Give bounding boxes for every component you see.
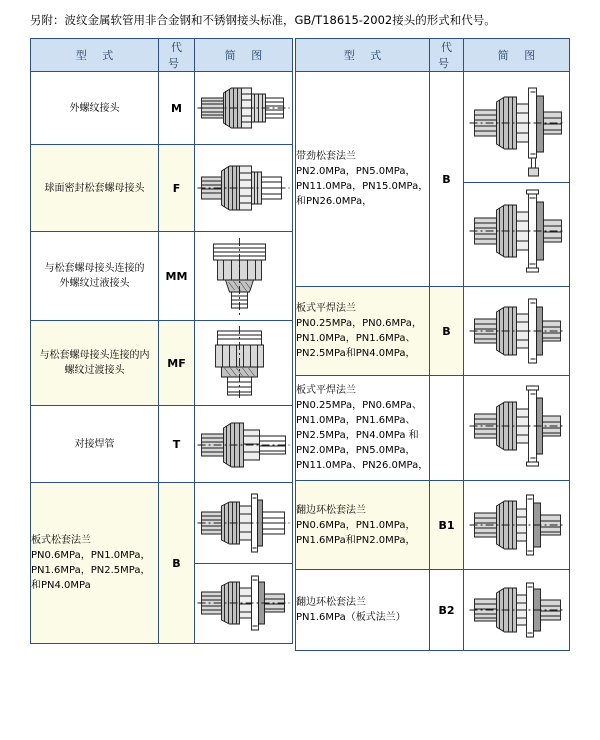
- row-type-line1: 板式平焊法兰: [296, 303, 356, 314]
- table-row: [31, 406, 293, 483]
- row-figure-flared-ring-lap-flange-2: [464, 570, 570, 651]
- row-type-line1: 与松套螺母接头连接的内: [39, 350, 150, 361]
- row-type-label: [31, 321, 159, 406]
- table-row: [31, 145, 293, 232]
- row-type-line2: PN0.6MPa，PN1.0MPa，: [296, 519, 416, 531]
- row-figure-stiffened-lap-joint-flange: [464, 72, 570, 183]
- row-type-label: [31, 483, 159, 644]
- table-row: [296, 481, 570, 570]
- row-figure-spherical-seal-union-nut-joint: [195, 145, 293, 232]
- table-row: [31, 321, 293, 406]
- table-row: [296, 287, 570, 376]
- row-code: F: [159, 145, 195, 232]
- row-type-line1: 板式平焊法兰: [296, 385, 356, 396]
- row-code: [430, 376, 464, 481]
- page-caption: 另附：波纹金属软管用非合金钢和不锈钢接头标准，GB/T18615-2002接头的形式和代号。: [30, 13, 496, 27]
- row-type-line3: PN11.0MPa，PN15.0MPa，: [296, 181, 429, 192]
- row-figure-plate-lap-joint-flange-2: [195, 563, 293, 644]
- right-header-type: 型 式: [296, 39, 430, 72]
- row-type-line6: PN11.0MPa、PN26.0MPa，: [296, 460, 429, 471]
- row-type-line2: PN0.25MPa，PN0.6MPa、: [296, 400, 422, 411]
- right-table-header-row: [296, 39, 570, 72]
- row-type-label: [296, 72, 430, 287]
- row-code: B: [430, 287, 464, 376]
- row-type-line2: PN0.25MPa，PN0.6MPa，: [296, 318, 422, 329]
- row-code: B1: [430, 481, 464, 570]
- row-type-label: 对接焊管: [31, 406, 159, 483]
- row-type-line1: 与松套螺母接头连接的: [44, 263, 145, 274]
- row-type-label: [296, 376, 430, 481]
- row-type-line2: PN2.0MPa，PN5.0MPa，: [296, 166, 416, 177]
- row-type-line1: 翻边环松套法兰: [296, 504, 366, 516]
- row-figure-plate-lap-joint-flange: [195, 483, 293, 564]
- table-row: [296, 570, 570, 651]
- right-spec-table: [295, 38, 570, 651]
- row-code: B: [430, 72, 464, 287]
- row-type-line3: PN1.0MPa，PN1.6MPa、: [296, 415, 416, 426]
- left-header-type: 型 式: [31, 39, 159, 72]
- row-figure-butt-weld-pipe: [195, 406, 293, 483]
- row-figure-internal-thread-transition-joint: [195, 321, 293, 406]
- row-type-line4: PN2.5MPa，PN4.0MPa 和: [296, 430, 419, 441]
- row-type-line2: PN1.6MPa（板式法兰）: [296, 612, 406, 623]
- row-type-line3: PN1.0MPa，PN1.6MPa、: [296, 333, 416, 344]
- row-code: MF: [159, 321, 195, 406]
- row-type-label: [296, 481, 430, 570]
- row-code: MM: [159, 232, 195, 321]
- row-type-line3: PN1.6MPa和PN2.0MPa，: [296, 534, 416, 546]
- row-type-line1: 翻边环松套法兰: [296, 597, 366, 608]
- table-row: [296, 376, 570, 481]
- row-type-label: 外螺纹接头: [31, 72, 159, 145]
- row-type-label: 球面密封松套螺母接头: [31, 145, 159, 232]
- left-header-figure: 简 图: [195, 39, 293, 72]
- row-type-label: [296, 287, 430, 376]
- row-figure-plate-flat-weld-flange-2: [464, 376, 570, 481]
- row-code: M: [159, 72, 195, 145]
- row-code: B: [159, 483, 195, 644]
- row-code: B2: [430, 570, 464, 651]
- table-row: [296, 72, 570, 183]
- row-figure-stiffened-lap-joint-flange-2: [464, 182, 570, 286]
- row-type-line4: 和PN4.0MPa: [31, 580, 91, 591]
- row-type-label: [31, 232, 159, 321]
- row-figure-plate-flat-weld-flange: [464, 287, 570, 376]
- tables-container: [30, 38, 570, 651]
- table-row: [31, 72, 293, 145]
- right-header-figure: 简 图: [464, 39, 570, 72]
- row-type-line2: 螺纹过渡接头: [64, 365, 125, 376]
- left-table-header-row: [31, 39, 293, 72]
- row-figure-flared-ring-lap-flange: [464, 481, 570, 570]
- table-row: [31, 232, 293, 321]
- table-row: [31, 483, 293, 564]
- row-type-line1: 板式松套法兰: [31, 535, 91, 546]
- left-header-code: 代号: [159, 39, 195, 72]
- row-type-line2: PN0.6MPa，PN1.0MPa，: [31, 550, 151, 561]
- row-type-line3: PN1.6MPa，PN2.5MPa，: [31, 565, 151, 576]
- row-figure-external-thread-transition-joint: [195, 232, 293, 321]
- row-type-line5: PN2.0MPa，PN5.0MPa，: [296, 445, 416, 456]
- row-type-line4: PN2.5MPa和PN4.0MPa，: [296, 348, 416, 359]
- row-type-line1: 带劲松套法兰: [296, 151, 356, 162]
- row-type-line2: 外螺纹过液接头: [59, 278, 130, 289]
- left-spec-table: [30, 38, 293, 644]
- row-type-label: [296, 570, 430, 651]
- row-figure-external-thread-joint: [195, 72, 293, 145]
- row-type-line4: 和PN26.0MPa，: [296, 196, 373, 207]
- right-header-code: 代号: [430, 39, 464, 72]
- row-code: T: [159, 406, 195, 483]
